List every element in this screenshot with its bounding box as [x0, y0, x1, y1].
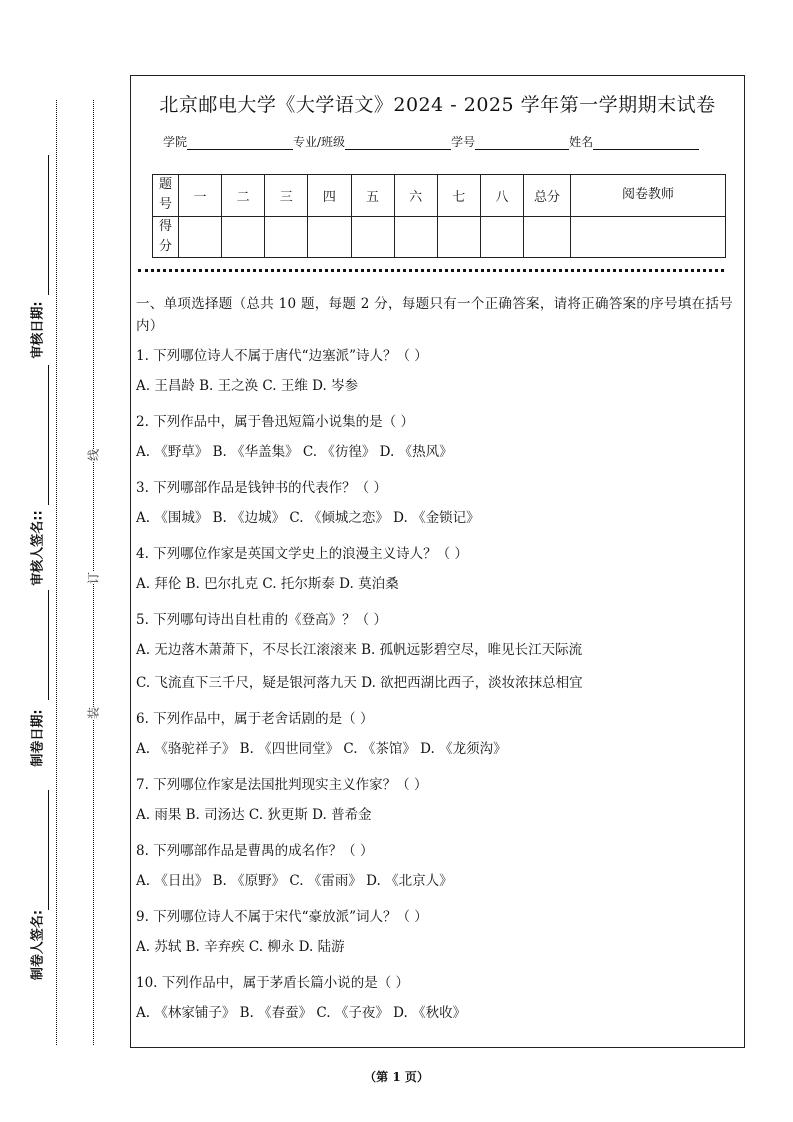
score-cell-grader[interactable] [571, 216, 726, 258]
dotted-separator [138, 269, 724, 272]
column-1: 一 [179, 175, 222, 217]
college-blank[interactable] [187, 137, 293, 150]
question-3-options: A. 《围城》 B. 《边城》 C. 《倾城之恋》 D. 《金锁记》 [136, 510, 480, 526]
review-date-label: 审核日期: [30, 301, 46, 359]
question-6-options: A. 《骆驼祥子》 B. 《四世同堂》 C. 《茶馆》 D. 《龙须沟》 [136, 741, 507, 757]
question-1: 1. 下列哪位诗人不属于唐代“边塞派”诗人？（ ） [136, 348, 428, 364]
question-4: 4. 下列哪位作家是英国文学史上的浪漫主义诗人？（ ） [136, 546, 468, 562]
student-info-row [163, 133, 699, 150]
question-5-options-cd: C. 飞流直下三千尺，疑是银河落九天 D. 欲把西湖比西子，淡妆浓抹总相宜 [136, 675, 583, 691]
column-3: 三 [265, 175, 308, 217]
question-5-options-ab: A. 无边落木萧萧下，不尽长江滚滚来 B. 孤帆远影碧空尽，唯见长江天际流 [136, 642, 583, 658]
major-class-blank[interactable] [345, 137, 451, 150]
score-cell[interactable] [437, 216, 480, 258]
binding-dotted-line-outer [56, 100, 57, 1045]
score-cell[interactable] [265, 216, 308, 258]
question-10-options: A. 《林家铺子》 B. 《春蚕》 C. 《子夜》 D. 《秋收》 [136, 1005, 467, 1021]
question-1-options: A. 王昌龄 B. 王之涣 C. 王维 D. 岑参 [136, 378, 359, 394]
reviewer-signature-line[interactable] [48, 365, 49, 505]
question-number-header: 题号 [153, 175, 179, 217]
exam-paper-frame [130, 75, 745, 1048]
score-cell[interactable] [308, 216, 351, 258]
binding-mark-staple: 订 [83, 572, 104, 584]
column-grader: 阅卷教师 [571, 175, 726, 217]
column-6: 六 [394, 175, 437, 217]
paper-date-label: 制卷日期: [30, 709, 46, 767]
score-cell[interactable] [179, 216, 222, 258]
section-multiple-choice [136, 293, 736, 1030]
score-cell[interactable] [351, 216, 394, 258]
paper-date-line[interactable] [48, 590, 49, 700]
paper-maker-signature-label: 制卷人签名: [30, 909, 46, 981]
score-cell[interactable] [394, 216, 437, 258]
column-total: 总分 [524, 175, 571, 217]
column-8: 八 [480, 175, 523, 217]
name-blank[interactable] [593, 137, 699, 150]
score-table-score-row [153, 216, 726, 258]
column-4: 四 [308, 175, 351, 217]
student-id-label: 学号 [451, 135, 476, 149]
page-number: （第 1 页） [364, 1070, 429, 1084]
question-7: 7. 下列哪位作家是法国批判现实主义作家？（ ） [136, 777, 428, 793]
question-2-options: A. 《野草》 B. 《华盖集》 C. 《彷徨》 D. 《热风》 [136, 444, 453, 460]
question-9-options: A. 苏轼 B. 辛弃疾 C. 柳永 D. 陆游 [136, 939, 345, 955]
question-5: 5. 下列哪句诗出自杜甫的《登高》？（ ） [136, 612, 387, 628]
score-cell[interactable] [480, 216, 523, 258]
reviewer-signature-label: 审核人签名:: [30, 510, 46, 586]
column-5: 五 [351, 175, 394, 217]
question-4-options: A. 拜伦 B. 巴尔扎克 C. 托尔斯泰 D. 莫泊桑 [136, 576, 399, 592]
section-heading: 一、单项选择题（总共 10 题，每题 2 分，每题只有一个正确答案，请将正确答案的序号填在括号内） [136, 296, 734, 334]
question-8-options: A. 《日出》 B. 《原野》 C. 《雷雨》 D. 《北京人》 [136, 873, 453, 889]
question-3: 3. 下列哪部作品是钱钟书的代表作？（ ） [136, 480, 387, 496]
score-table [152, 174, 726, 258]
column-7: 七 [437, 175, 480, 217]
exam-title: 北京邮电大学《大学语文》2024 - 2025 学年第一学期期末试卷 [159, 94, 716, 116]
question-6: 6. 下列作品中，属于老舍话剧的是（ ） [136, 711, 374, 727]
college-label: 学院 [163, 135, 188, 149]
question-10: 10. 下列作品中，属于茅盾长篇小说的是（ ） [136, 975, 410, 991]
score-table-header-row [153, 175, 726, 217]
question-8: 8. 下列哪部作品是曹禺的成名作？（ ） [136, 843, 374, 859]
name-label: 姓名 [569, 135, 594, 149]
binding-mark-bind: 装 [83, 707, 104, 719]
question-9: 9. 下列哪位诗人不属于宋代“豪放派”词人？（ ） [136, 909, 428, 925]
binding-mark-line: 线 [83, 449, 104, 461]
major-class-label: 专业/班级 [293, 135, 346, 149]
question-7-options: A. 雨果 B. 司汤达 C. 狄更斯 D. 普希金 [136, 807, 372, 823]
question-2: 2. 下列作品中，属于鲁迅短篇小说集的是（ ） [136, 414, 414, 430]
column-2: 二 [222, 175, 265, 217]
score-cell[interactable] [222, 216, 265, 258]
score-cell-total[interactable] [524, 216, 571, 258]
paper-maker-signature-line[interactable] [48, 790, 49, 910]
student-id-blank[interactable] [475, 137, 569, 150]
score-row-header: 得分 [153, 216, 179, 258]
review-date-line[interactable] [48, 155, 49, 295]
